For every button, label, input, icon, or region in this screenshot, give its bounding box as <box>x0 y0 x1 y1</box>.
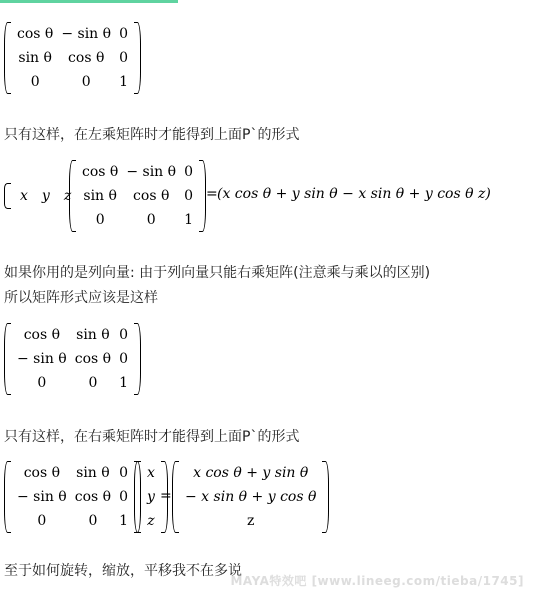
cell: cos θ <box>68 50 105 66</box>
cell: sin θ <box>76 327 110 343</box>
cell: 0 <box>37 375 47 391</box>
rotation-matrix-2 <box>4 323 141 395</box>
cell: sin θ <box>18 50 52 66</box>
top-accent-bar <box>0 0 178 3</box>
cell: 0 <box>119 327 129 343</box>
cell: z <box>147 513 155 529</box>
paragraph-3: 所以矩阵形式应该是这样 <box>4 290 158 306</box>
cell: cos θ <box>74 351 112 367</box>
cell: − sin θ <box>17 351 67 367</box>
rotation-matrix-eq1 <box>69 160 206 232</box>
cell: 1 <box>119 74 129 90</box>
paragraph-5: 至于如何旋转，缩放，平移我不在多说 <box>4 563 242 579</box>
equals-sign: = <box>206 186 218 202</box>
cell: cos θ <box>23 327 61 343</box>
equals-sign: = <box>160 488 172 504</box>
cell: cos θ <box>23 465 61 481</box>
cell: x <box>20 188 28 204</box>
cell: cos θ <box>74 489 112 505</box>
cell: − x sin θ + y cos θ <box>185 489 317 505</box>
cell: 0 <box>119 489 129 505</box>
cell: 0 <box>30 74 40 90</box>
cell: cos θ <box>17 26 54 42</box>
cell: cos θ <box>133 188 170 204</box>
cell: 0 <box>119 465 129 481</box>
cell: z <box>63 188 72 204</box>
cell: z <box>247 513 255 529</box>
cell: 0 <box>81 74 91 90</box>
paragraph-4: 只有这样，在右乘矩阵时才能得到上面P`的形式 <box>4 429 300 445</box>
paragraph-2: 如果你用的是列向量: 由于列向量只能右乘矩阵(注意乘与乘以的区别) <box>4 265 431 281</box>
cell: 0 <box>119 26 129 42</box>
eq2-result-vector <box>172 461 329 533</box>
paragraph-1: 只有这样，在左乘矩阵时才能得到上面P`的形式 <box>4 127 300 143</box>
cell: 1 <box>119 513 129 529</box>
cell: 0 <box>119 351 129 367</box>
cell: 0 <box>184 188 194 204</box>
cell: sin θ <box>83 188 117 204</box>
cell: y <box>41 188 50 204</box>
watermark: MAYA特效吧 [www.lineeg.com/tieba/1745] <box>230 574 524 588</box>
cell: 1 <box>119 375 129 391</box>
cell: x cos θ + y sin θ <box>193 465 309 481</box>
cell: sin θ <box>76 465 110 481</box>
cell: − sin θ <box>61 26 112 42</box>
cell: 0 <box>88 513 98 529</box>
cell: y <box>147 489 155 505</box>
cell: 0 <box>37 513 47 529</box>
cell: 0 <box>184 164 194 180</box>
cell: 0 <box>146 212 156 228</box>
eq1-result: (x cos θ + y sin θ − x sin θ + y cos θ z) <box>217 186 491 202</box>
cell: 0 <box>88 375 98 391</box>
cell: x <box>147 465 155 481</box>
cell: 0 <box>119 50 129 66</box>
cell: − sin θ <box>17 489 67 505</box>
rotation-matrix-1 <box>4 22 141 94</box>
cell: 1 <box>184 212 194 228</box>
cell: 0 <box>95 212 105 228</box>
cell: cos θ <box>82 164 119 180</box>
cell: − sin θ <box>126 164 177 180</box>
rotation-matrix-eq2 <box>4 461 141 533</box>
